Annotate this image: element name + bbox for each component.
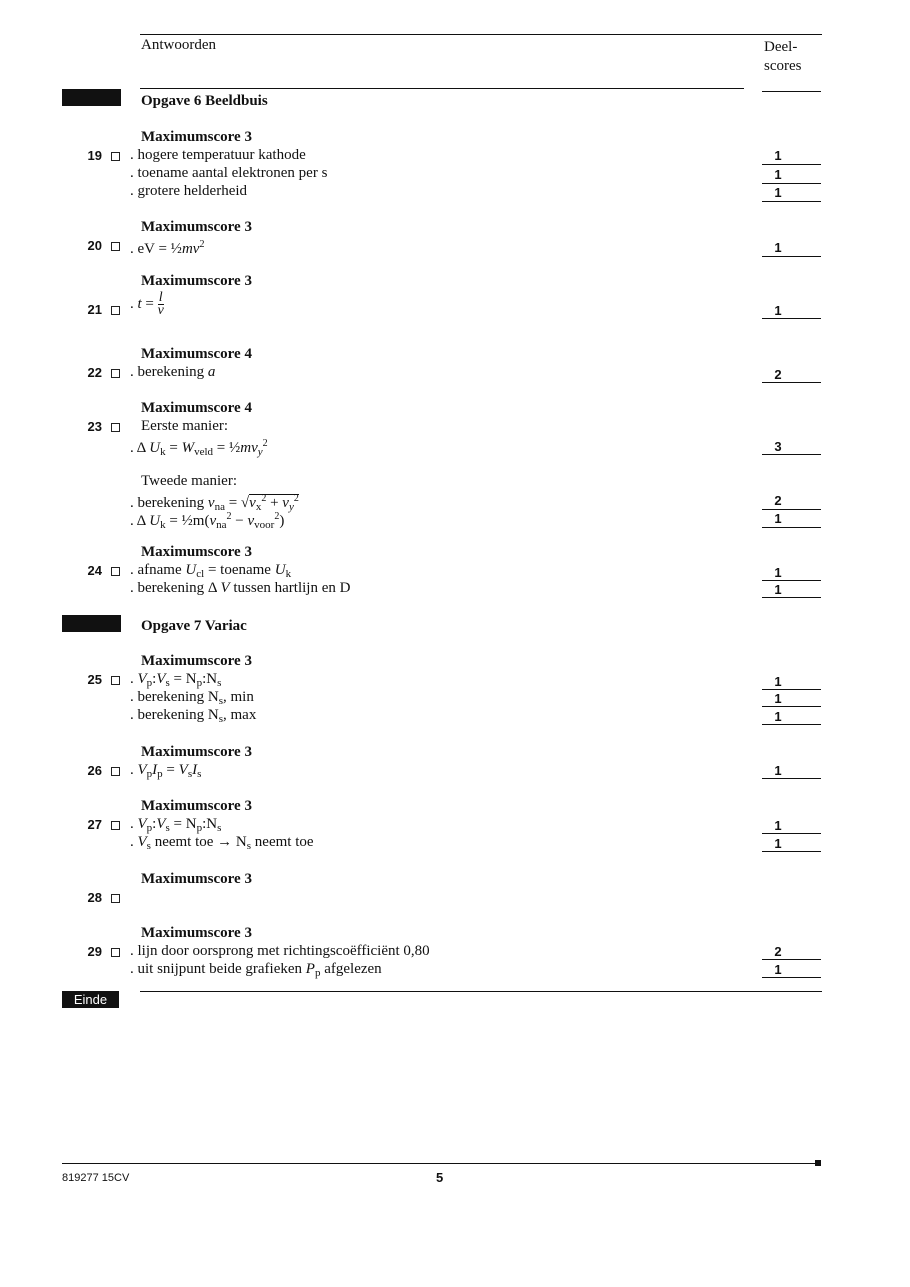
header-bottom-rule xyxy=(140,88,744,89)
section-title-opgave7: Opgave 7 Variac xyxy=(141,618,247,634)
answer-line: . berekening $v_{na} = √v_x^2 + v_y^2$ xyxy=(130,493,299,513)
question-number-27: 27 xyxy=(87,817,102,832)
score-value: 1 xyxy=(774,240,782,255)
score-underline xyxy=(762,509,821,510)
maxscore-q26: Maximumscore 3 xyxy=(141,744,252,760)
question-number-26: 26 xyxy=(87,763,102,778)
answer-line: . grotere helderheid xyxy=(130,183,248,199)
maxscore-q19: Maximumscore 3 xyxy=(141,129,252,145)
score-value: 1 xyxy=(774,565,782,580)
section-marker-bar xyxy=(62,615,121,632)
footer-code: 819277 15CV xyxy=(62,1172,130,1184)
score-value: 1 xyxy=(774,674,782,689)
score-underline xyxy=(762,724,821,725)
answer-line: . $V_p:V_s$ = $N_p:N_s$ xyxy=(130,671,222,689)
footer-rule xyxy=(62,1163,816,1164)
answer-line: . eV = $\frac{1}{2}mv^2$ xyxy=(130,239,205,257)
section-marker-bar xyxy=(62,89,121,106)
score-value: 1 xyxy=(774,818,782,833)
score-value: 1 xyxy=(774,167,782,182)
score-underline xyxy=(762,597,821,598)
answer-line: . Δ $U_k = W_{veld}$ = $\frac{1}{2}mv_y^2$ xyxy=(130,438,268,458)
answer-line: . berekening $N_s$, min xyxy=(130,689,254,707)
answer-line: . $V_p:V_s$ = $N_p:N_s$ xyxy=(130,816,222,834)
question-number-24: 24 xyxy=(87,563,102,578)
maxscore-q28: Maximumscore 3 xyxy=(141,871,252,887)
question-number-21: 21 xyxy=(87,302,102,317)
maxscore-q29: Maximumscore 3 xyxy=(141,925,252,941)
second-method-label: Tweede manier: xyxy=(141,473,237,489)
score-underline xyxy=(762,164,821,165)
end-rule xyxy=(140,991,822,992)
score-underline xyxy=(762,454,821,455)
score-value: 1 xyxy=(774,763,782,778)
score-value: 1 xyxy=(774,303,782,318)
question-number-22: 22 xyxy=(87,365,102,380)
score-underline xyxy=(762,527,821,528)
checkbox-q25[interactable] xyxy=(111,676,120,685)
score-underline xyxy=(762,689,821,690)
deelscores-heading-line1: Deel- xyxy=(764,39,798,55)
answer-line: . Δ $U_k$ = $\frac{1}{2}m(v_{na}^2 - v_{voor}^2)$ xyxy=(130,511,285,531)
checkbox-q28[interactable] xyxy=(111,894,120,903)
answer-line: . $V_s$ neemt toe → $N_s$ neemt toe xyxy=(130,834,314,852)
footer-end-square xyxy=(815,1160,821,1166)
checkbox-q19[interactable] xyxy=(111,152,120,161)
question-number-29: 29 xyxy=(87,944,102,959)
checkbox-q24[interactable] xyxy=(111,567,120,576)
score-underline xyxy=(762,959,821,960)
score-underline xyxy=(762,183,821,184)
score-underline xyxy=(762,851,821,852)
first-method-label: Eerste manier: xyxy=(141,418,229,434)
score-underline xyxy=(762,778,821,779)
answer-line: . berekening Δ V tussen hartlijn en D xyxy=(130,580,351,596)
maxscore-q21: Maximumscore 3 xyxy=(141,273,252,289)
score-value: 1 xyxy=(774,962,782,977)
score-value: 3 xyxy=(774,439,782,454)
score-value: 1 xyxy=(774,511,782,526)
score-underline xyxy=(762,256,821,257)
question-number-28: 28 xyxy=(87,890,102,905)
maxscore-q25: Maximumscore 3 xyxy=(141,653,252,669)
checkbox-q27[interactable] xyxy=(111,821,120,830)
score-underline xyxy=(762,580,821,581)
checkbox-q23[interactable] xyxy=(111,423,120,432)
checkbox-q29[interactable] xyxy=(111,948,120,957)
einde-label: Einde xyxy=(62,991,119,1008)
answer-line: . afname $U_{cl}$ = toename $U_k$ xyxy=(130,562,292,580)
checkbox-q26[interactable] xyxy=(111,767,120,776)
score-value: 1 xyxy=(774,148,782,163)
score-underline xyxy=(762,833,821,834)
score-value: 2 xyxy=(774,367,782,382)
maxscore-q20: Maximumscore 3 xyxy=(141,219,252,235)
answer-line: . berekening $N_s$, max xyxy=(130,707,257,725)
score-value: 2 xyxy=(774,493,782,508)
answer-line: . hogere temperatuur kathode xyxy=(130,147,306,163)
section-title-opgave6: Opgave 6 Beeldbuis xyxy=(141,93,268,109)
answer-line: . uit snijpunt beide grafieken $P_p$ afgelezen xyxy=(130,961,382,979)
answer-line: . lijn door oorsprong met richtingscoëfficiënt 0,80 xyxy=(130,943,430,959)
page-number: 5 xyxy=(436,1170,444,1185)
score-value: 1 xyxy=(774,582,782,597)
question-number-20: 20 xyxy=(87,238,102,253)
page-title: Antwoorden xyxy=(141,37,216,53)
question-number-19: 19 xyxy=(87,148,102,163)
score-underline xyxy=(762,318,821,319)
score-value: 2 xyxy=(774,944,782,959)
score-value: 1 xyxy=(774,691,782,706)
score-value: 1 xyxy=(774,836,782,851)
score-value: 1 xyxy=(774,185,782,200)
header-top-rule xyxy=(140,34,822,35)
answer-line: . toename aantal elektronen per s xyxy=(130,165,328,181)
checkbox-q21[interactable] xyxy=(111,306,120,315)
score-value: 1 xyxy=(774,709,782,724)
answer-line: . $V_pI_p = V_sI_s$ xyxy=(130,762,202,780)
deelscores-rule xyxy=(762,91,821,92)
deelscores-heading-line2: scores xyxy=(764,58,802,74)
answer-line: . berekening a xyxy=(130,364,216,380)
maxscore-q27: Maximumscore 3 xyxy=(141,798,252,814)
question-number-25: 25 xyxy=(87,672,102,687)
maxscore-q23: Maximumscore 4 xyxy=(141,400,252,416)
score-underline xyxy=(762,977,821,978)
score-underline xyxy=(762,382,821,383)
maxscore-q24: Maximumscore 3 xyxy=(141,544,252,560)
answer-line: . t = $\frac{l}{v}$ xyxy=(130,290,164,318)
score-underline xyxy=(762,706,821,707)
checkbox-q22[interactable] xyxy=(111,369,120,378)
question-number-23: 23 xyxy=(87,419,102,434)
maxscore-q22: Maximumscore 4 xyxy=(141,346,252,362)
checkbox-q20[interactable] xyxy=(111,242,120,251)
score-underline xyxy=(762,201,821,202)
